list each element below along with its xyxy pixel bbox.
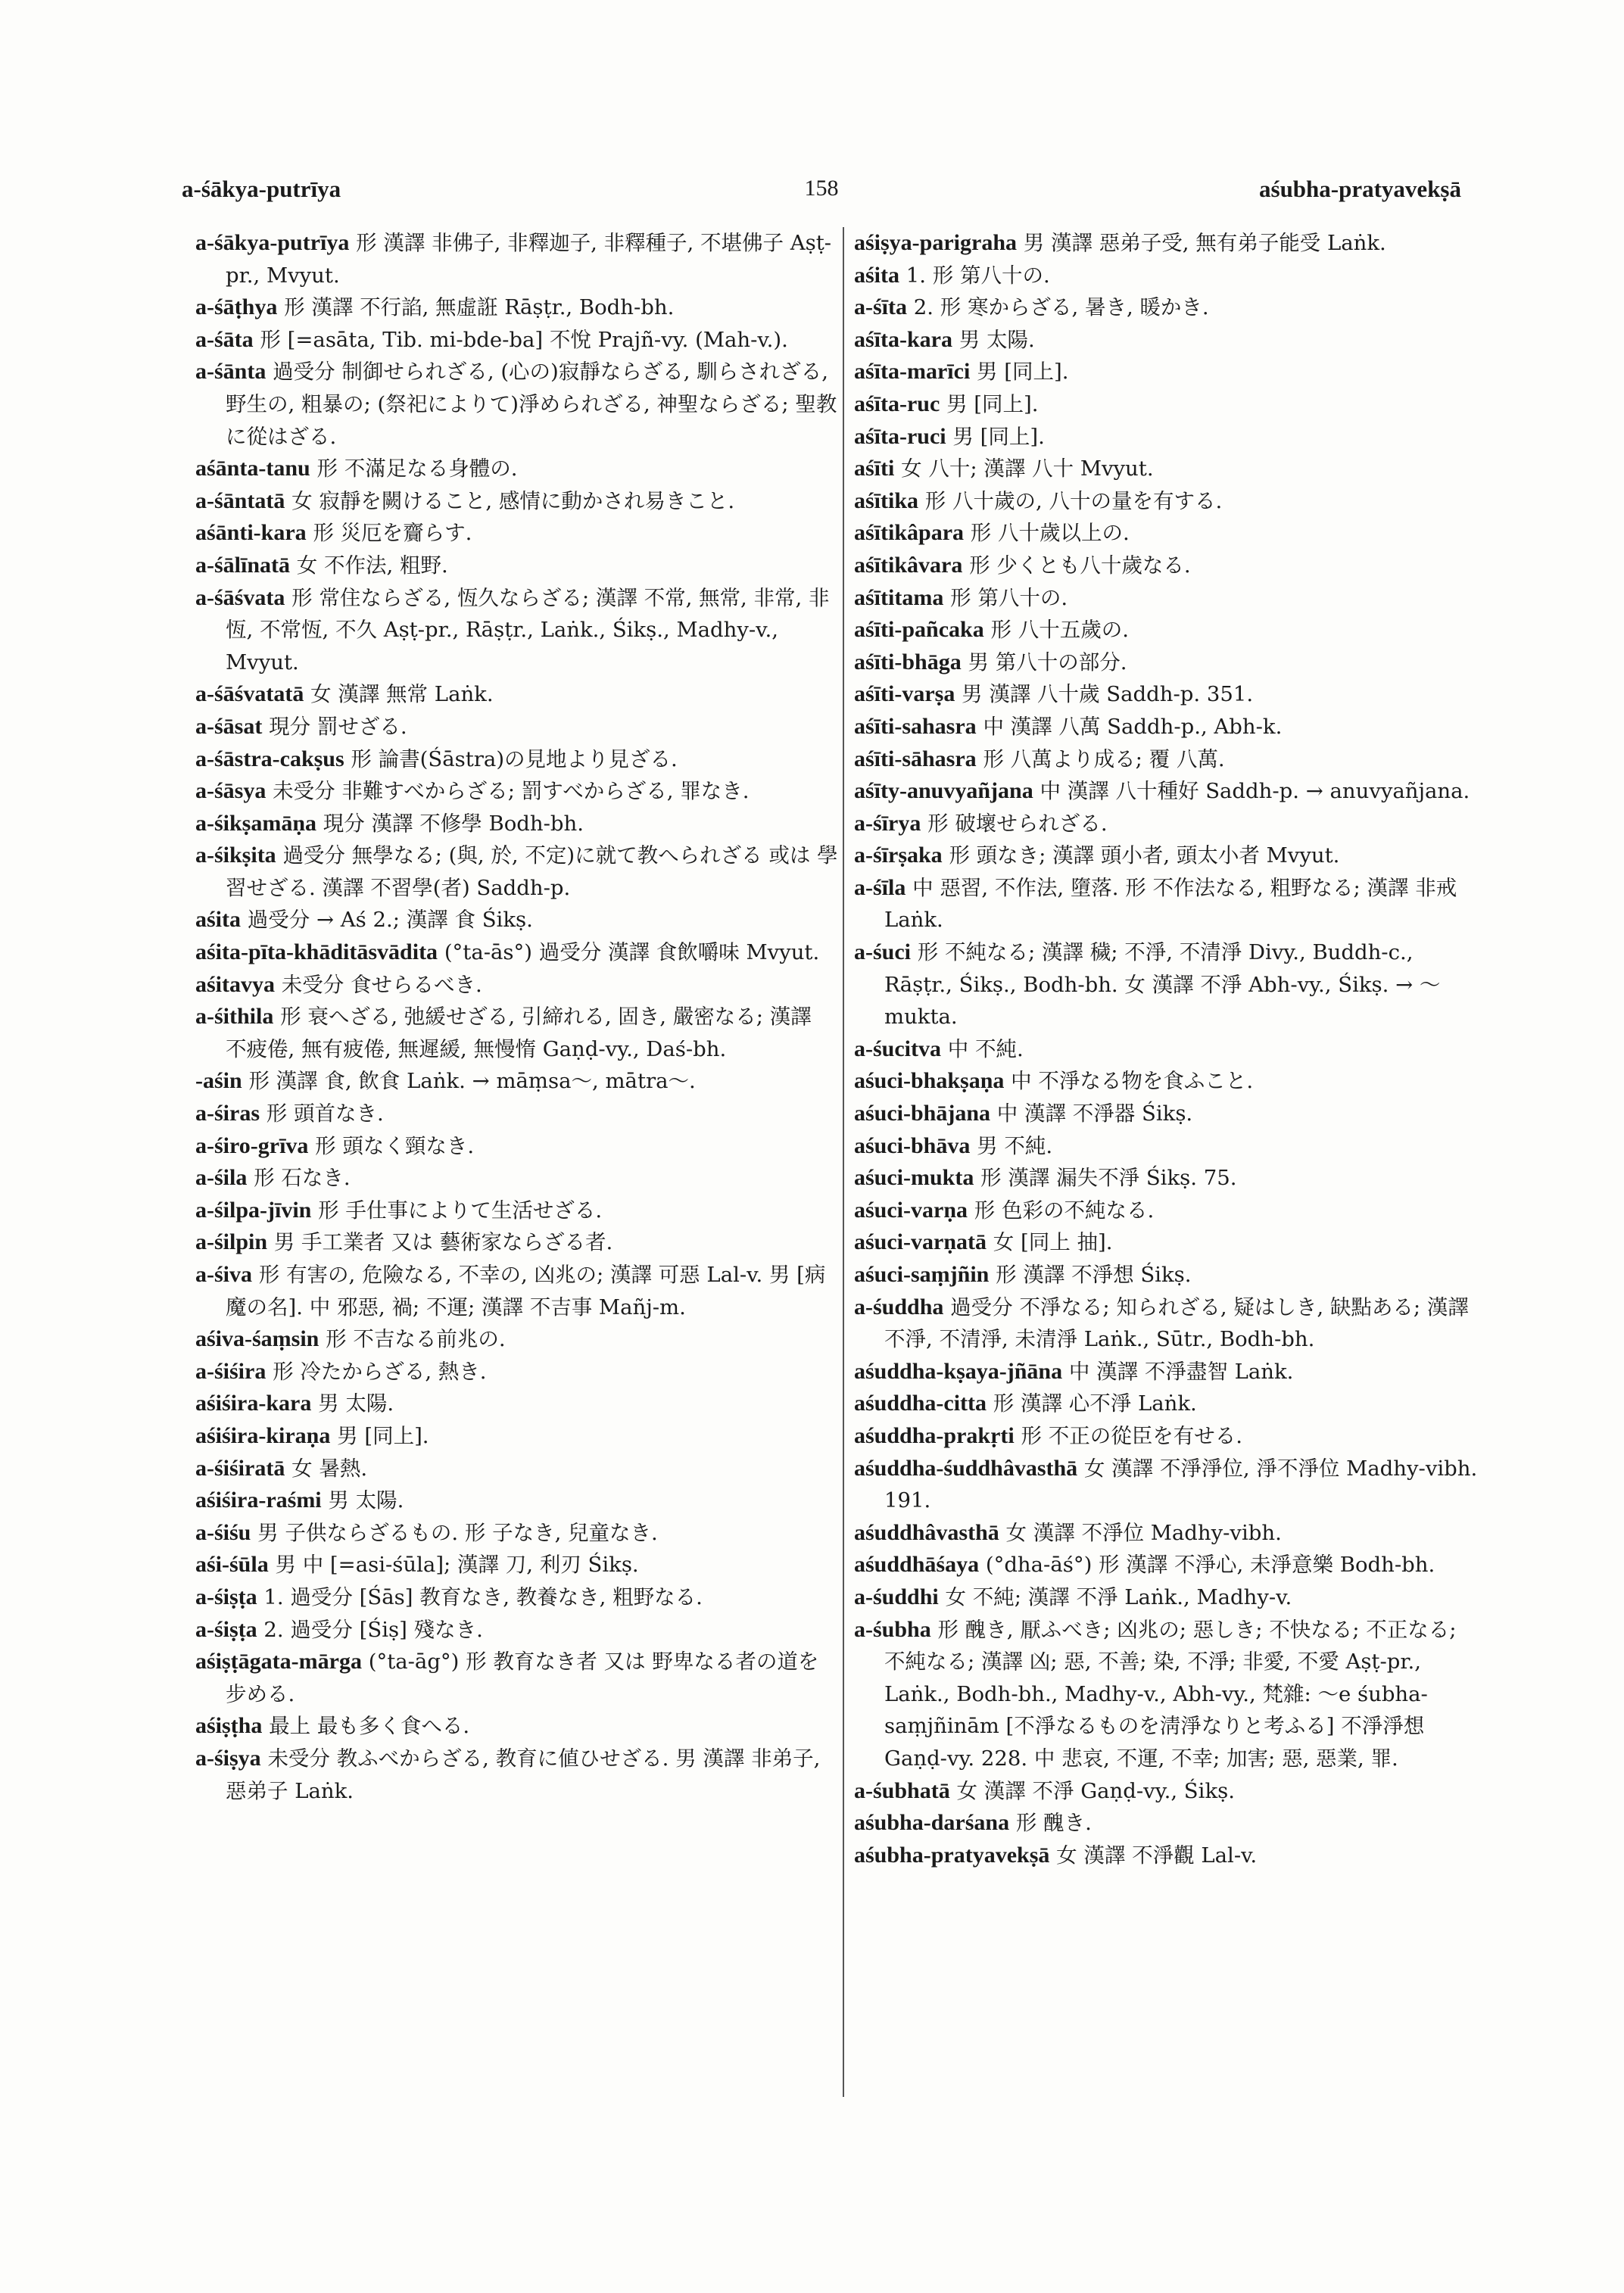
dictionary-entry (195, 1195, 839, 1227)
dictionary-entry (195, 1001, 839, 1065)
headword: aśuci-bhakṣaṇa (854, 1068, 1005, 1094)
running-head-left: a-śākya-putrīya (182, 176, 341, 202)
headword: aśānti-kara (195, 520, 307, 546)
headword: a-śiras (195, 1101, 260, 1126)
headword: a-śānta (195, 359, 267, 385)
headword: aśītitama (854, 584, 944, 610)
left-column (195, 227, 839, 1807)
headword: a-śilpa-jīvin (195, 1197, 312, 1223)
headword: aśīti-sahasra (854, 713, 977, 739)
definition: 形 不純なる; 漢譯 穢; 不淨, 不清淨 Divy., Buddh-c., Rāṣṭr., Śikṣ., Bodh-bh. 女 漢譯 不淨 Abh-vy., Śikṣ. → 〜mukta. (884, 940, 1441, 1030)
definition: 形 手仕事によりて生活せざる. (318, 1198, 603, 1223)
definition: 形 論書(Śāstra)の見地より見ざる. (351, 746, 678, 771)
dictionary-entry (195, 1226, 839, 1259)
right-column (854, 227, 1481, 1871)
dictionary-entry (854, 1130, 1481, 1163)
dictionary-entry (854, 1259, 1481, 1291)
headword: a-śiśira (195, 1358, 267, 1384)
definition: 男 [同上]. (952, 424, 1045, 449)
dictionary-entry (195, 1162, 839, 1195)
definition: 女 漢譯 不淨淨位, 淨不淨位 Madhy-vibh. 191. (884, 1456, 1478, 1513)
headword: a-śiśu (195, 1519, 251, 1545)
headword: aśita-pīta-khāditāsvādita (195, 939, 438, 965)
headword: aśīti-bhāga (854, 649, 962, 675)
definition: 形 漢譯 不淨想 Śikṣ. (996, 1263, 1192, 1287)
dictionary-entry (854, 388, 1481, 421)
headword: aśītika (854, 488, 919, 513)
dictionary-entry (195, 1517, 839, 1550)
dictionary-entry (195, 1323, 839, 1356)
headword: a-śāntatā (195, 488, 285, 513)
definition: 現分 漢譯 不修學 Bodh-bh. (323, 811, 584, 836)
headword: aśīta-kara (854, 326, 952, 352)
dictionary-entry (854, 324, 1481, 357)
headword: aśīti-sāhasra (854, 746, 977, 771)
dictionary-entry (854, 743, 1481, 776)
dictionary-entry (195, 582, 839, 679)
dictionary-entry (195, 1743, 839, 1807)
dictionary-entry (195, 969, 839, 1002)
dictionary-entry (854, 227, 1481, 260)
definition: 形 八十歲の, 八十の量を有する. (924, 488, 1223, 513)
headword: aśiśira-kiraṇa (195, 1422, 331, 1448)
definition: 形 頭なく頸なき. (315, 1133, 475, 1158)
definition: 形 色彩の不純なる. (974, 1198, 1155, 1223)
definition: 過受分 制御せられざる, (心の)寂靜ならざる, 馴らされざる, 野生の, 粗暴の; (祭祀によりて)淨められざる, 神聖ならざる; 聖教に從はざる. (226, 360, 837, 449)
definition: 中 惡習, 不作法, 墮落. 形 不作法なる, 粗野なる; 漢譯 非戒 Laṅk. (884, 875, 1457, 933)
dictionary-entry (195, 1259, 839, 1323)
definition: 形 第八十の. (950, 585, 1068, 610)
dictionary-entry (195, 356, 839, 453)
dictionary-entry (195, 227, 839, 291)
definition: 女 八十; 漢譯 八十 Mvyut. (901, 456, 1154, 481)
definition: 形 不吉なる前兆の. (326, 1327, 506, 1352)
dictionary-entry (854, 421, 1481, 453)
page-number: 158 (804, 176, 839, 201)
dictionary-entry (195, 1549, 839, 1581)
dictionary-entry (195, 1646, 839, 1710)
dictionary-entry (854, 808, 1481, 840)
headword: a-śākya-putrīya (195, 230, 350, 255)
definition: 形 八十歲以上の. (970, 521, 1130, 546)
headword: a-śuddhi (854, 1584, 939, 1609)
definition: 男 手工業者 又は 藝術家ならざる者. (273, 1230, 613, 1255)
dictionary-entry (854, 1614, 1481, 1775)
dictionary-entry (854, 517, 1481, 550)
definition: 形 漢譯 心不淨 Laṅk. (993, 1391, 1197, 1416)
dictionary-entry (195, 485, 839, 518)
definition: 形 八十五歲の. (990, 618, 1129, 643)
dictionary-entry (854, 260, 1481, 292)
headword: aśuddha-prakṛti (854, 1422, 1015, 1448)
definition: 中 漢譯 八萬 Saddh-p., Abh-k. (983, 714, 1283, 739)
headword: aśitavya (195, 971, 275, 997)
headword: aśiṣṭāgata-mārga (195, 1649, 362, 1675)
dictionary-entry (854, 1195, 1481, 1227)
headword: a-śīrya (854, 810, 921, 836)
definition: 形 石なき. (254, 1166, 351, 1191)
dictionary-entry (854, 614, 1481, 646)
definition: 現分 罰せざる. (269, 714, 407, 739)
dictionary-entry (854, 1098, 1481, 1130)
dictionary-entry (854, 1840, 1481, 1872)
definition: 中 漢譯 不淨器 Śikṣ. (996, 1101, 1193, 1126)
dictionary-entry (195, 1581, 839, 1614)
dictionary-entry (854, 872, 1481, 936)
headword: aśānta-tanu (195, 456, 310, 481)
headword: aśuddha-citta (854, 1391, 987, 1416)
dictionary-entry (854, 1453, 1481, 1517)
dictionary-entry (195, 1485, 839, 1517)
dictionary-entry (854, 711, 1481, 743)
headword: a-śikṣita (195, 843, 276, 868)
dictionary-entry (854, 1549, 1481, 1581)
headword: a-śuddha (854, 1294, 944, 1319)
definition: 2. 過受分 [Śiṣ] 殘なき. (263, 1617, 483, 1642)
definition: 形 漢譯 漏失不淨 Śikṣ. 75. (980, 1166, 1237, 1191)
headword: a-śikṣamāṇa (195, 810, 317, 836)
headword: aśuci-saṃjñin (854, 1262, 990, 1287)
dictionary-entry (854, 1775, 1481, 1808)
headword: aśiṣya-parigraha (854, 230, 1018, 255)
headword: aśita (854, 262, 899, 288)
headword: a-śiṣya (195, 1745, 261, 1771)
headword: a-śīla (854, 874, 906, 900)
headword: a-śilpin (195, 1229, 268, 1255)
dictionary-entry (854, 1388, 1481, 1420)
headword: a-śiṣṭa (195, 1616, 257, 1642)
definition: 形 醜き. (1015, 1811, 1092, 1836)
headword: a-śīta (854, 294, 907, 320)
definition: 1. 過受分 [Śās] 教育なき, 教養なき, 粗野なる. (263, 1584, 703, 1609)
headword: aśuci-bhāva (854, 1132, 971, 1158)
dictionary-entry (195, 904, 839, 936)
headword: a-śīrṣaka (854, 843, 943, 868)
headword: aśīti (854, 456, 895, 481)
dictionary-entry (854, 646, 1481, 679)
definition: 中 漢譯 不淨盡智 Laṅk. (1068, 1359, 1294, 1384)
definition: 形 醜き, 厭ふべき; 凶兆の; 惡しき; 不快なる; 不正なる; 不純なる; 漢譯 凶; 惡, 不善; 染, 不淨; 非愛, 不愛 Aṣṭ-pr., Laṅk., Bodh-bh., Madhy-v., Abh-vy., 梵雜: 〜e śubha-saṃjñinām [不淨なるものを淸淨なりと考ふる] 不淨淨想 Gaṇḍ-vy. 228. 中 悲哀, 不運, 不幸; 加害; 惡, 惡業, 罪. (884, 1617, 1457, 1771)
definition: 男 漢譯 八十歲 Saddh-p. 351. (962, 682, 1254, 707)
column-divider (843, 227, 844, 2097)
headword: a-śiṣṭa (195, 1584, 257, 1609)
definition: 形 漢譯 食, 飲食 Laṅk. → māṃsa〜, mātra〜. (248, 1069, 696, 1094)
definition: 男 [同上]. (946, 391, 1039, 416)
headword: aśiṣṭha (195, 1713, 263, 1739)
definition: 女 寂靜を闕けること, 感情に動かされ易きこと. (291, 488, 735, 513)
definition: 形 不正の從臣を有せる. (1021, 1423, 1242, 1448)
dictionary-entry (195, 453, 839, 485)
dictionary-entry (195, 808, 839, 840)
dictionary-entry (854, 1226, 1481, 1259)
definition: 形 [=asāta, Tib. mi-bde-ba] 不悅 Prajñ-vy. (Mah-v.). (260, 327, 788, 352)
headword: aśīty-anuvyañjana (854, 778, 1033, 804)
headword: aśubha-darśana (854, 1810, 1010, 1836)
dictionary-entry (195, 678, 839, 711)
headword: a-śuci (854, 939, 911, 965)
headword: a-śāsya (195, 778, 267, 804)
headword: a-śithila (195, 1004, 274, 1030)
definition: 女 漢譯 不淨位 Madhy-vibh. (1005, 1520, 1282, 1545)
definition: 2. 形 寒からざる, 暑き, 暖かき. (913, 295, 1209, 320)
definition: 男 [同上]. (977, 360, 1069, 385)
definition: 形 漢譯 不行諂, 無虛誑 Rāṣṭr., Bodh-bh. (284, 295, 675, 320)
dictionary-entry (854, 291, 1481, 324)
headword: aśi-śūla (195, 1552, 269, 1578)
dictionary-entry (854, 936, 1481, 1033)
definition: (°dha-āś°) 形 漢譯 不淨心, 未淨意樂 Bodh-bh. (985, 1553, 1435, 1578)
dictionary-entry (195, 1098, 839, 1130)
definition: 形 頭なき; 漢譯 頭小者, 頭太小者 Mvyut. (949, 843, 1340, 868)
definition: 女 暑熱. (291, 1456, 368, 1481)
headword: a-śāśvatatā (195, 681, 304, 707)
definition: 女 漢譯 不淨觀 Lal-v. (1056, 1843, 1258, 1868)
headword: aśītikâpara (854, 520, 965, 546)
definition: 中 不純. (947, 1036, 1024, 1061)
dictionary-entry (854, 582, 1481, 615)
dictionary-entry (195, 1130, 839, 1163)
headword: aśīti-pañcaka (854, 617, 984, 643)
definition: (°ta-ās°) 過受分 漢譯 食飲嚼味 Mvyut. (444, 940, 820, 965)
definition: 形 八萬より成る; 覆 八萬. (983, 746, 1225, 771)
definition: 形 破壞せられざる. (927, 811, 1108, 836)
dictionary-entry (854, 775, 1481, 808)
dictionary-entry (195, 324, 839, 357)
definition: 未受分 教ふべからざる, 教育に値ひせざる. 男 漢譯 非弟子, 惡弟子 Laṅk. (226, 1746, 821, 1803)
headword: a-śiro-grīva (195, 1132, 309, 1158)
headword: aśīti-varṣa (854, 681, 955, 707)
headword: aśiva-śaṃsin (195, 1326, 320, 1352)
headword: a-śiśiratā (195, 1455, 285, 1481)
headword: aśītikâvara (854, 552, 963, 578)
headword: a-śāśvata (195, 584, 285, 610)
dictionary-entry (195, 711, 839, 743)
definition: 形 災厄を齎らす. (313, 521, 472, 546)
definition: 男 太陽. (318, 1391, 394, 1416)
dictionary-entry (854, 1581, 1481, 1614)
headword: aśita (195, 907, 241, 933)
definition: 形 常住ならざる, 恆久ならざる; 漢譯 不常, 無常, 非常, 非恆, 不常恆, 不久 Aṣṭ-pr., Rāṣṭr., Laṅk., Śikṣ., Madhy-v., Mvyut. (226, 585, 830, 675)
definition: 形 衰へざる, 弛緩せざる, 引締れる, 固き, 嚴密なる; 漢譯 不疲倦, 無有疲倦, 無遲緩, 無慢惰 Gaṇḍ-vy., Daś-bh. (226, 1005, 812, 1061)
dictionary-entry (854, 1291, 1481, 1356)
headword: aśuci-varṇa (854, 1197, 968, 1223)
definition: 過受分 無學なる; (與, 於, 不定)に就て教へられざる 或は 學習せざる. 漢譯 不習學(者) Saddh-p. (226, 843, 838, 900)
dictionary-entry (854, 485, 1481, 518)
dictionary-entry (195, 1065, 839, 1098)
dictionary-entry (854, 1356, 1481, 1388)
headword: aśuddhāśaya (854, 1552, 980, 1578)
headword: a-śila (195, 1165, 248, 1191)
headword: a-śubhatā (854, 1777, 950, 1803)
dictionary-entry (854, 678, 1481, 711)
definition: 男 中 [=asi-śūla]; 漢譯 刀, 利刃 Śikṣ. (275, 1553, 639, 1578)
dictionary-entry (195, 743, 839, 776)
headword: a-śālīnatā (195, 552, 291, 578)
definition: 男 [同上]. (337, 1423, 429, 1448)
definition: 女 不純; 漢譯 不淨 Laṅk., Madhy-v. (945, 1584, 1292, 1609)
definition: 1. 形 第八十の. (906, 263, 1050, 288)
headword: aśīta-ruci (854, 423, 946, 449)
dictionary-entry (195, 1388, 839, 1420)
definition: 男 太陽. (328, 1488, 404, 1513)
headword: aśiśira-raśmi (195, 1488, 322, 1513)
dictionary-entry (195, 1614, 839, 1647)
definition: 男 不純. (977, 1133, 1053, 1158)
dictionary-entry (195, 1453, 839, 1485)
headword: aśīta-ruc (854, 391, 940, 416)
dictionary-entry (195, 936, 839, 969)
dictionary-entry (854, 356, 1481, 388)
definition: 未受分 非難すべからざる; 罰すべからざる, 罪なき. (273, 779, 750, 804)
definition: (°ta-āg°) 形 教育なき者 又は 野卑なる者の道を步める. (226, 1650, 819, 1706)
dictionary-entry (195, 775, 839, 808)
definition: 男 漢譯 惡弟子受, 無有弟子能受 Laṅk. (1023, 231, 1386, 255)
dictionary-entry (854, 550, 1481, 582)
definition: 過受分 不淨なる; 知られざる, 疑はしき, 缺點ある; 漢譯 不淨, 不清淨, 未清淨 Laṅk., Sūtr., Bodh-bh. (884, 1294, 1469, 1352)
headword: aśuci-varṇatā (854, 1229, 987, 1255)
definition: 形 冷たからざる, 熱き. (273, 1359, 487, 1384)
headword: a-śiva (195, 1262, 252, 1287)
definition: 中 不淨なる物を食ふこと. (1011, 1069, 1254, 1094)
dictionary-entry (854, 840, 1481, 872)
dictionary-entry (854, 453, 1481, 485)
headword: a-śubha (854, 1616, 931, 1642)
headword: a-śāstra-cakṣus (195, 746, 344, 771)
headword: aśubha-pratyavekṣā (854, 1842, 1050, 1868)
definition: 形 有害の, 危險なる, 不幸の, 凶兆の; 漢譯 可惡 Lal-v. 男 [病魔の名]. 中 邪惡, 禍; 不運; 漢譯 不吉事 Mañj-m. (226, 1263, 826, 1319)
definition: 形 少くとも八十歲なる. (969, 553, 1191, 578)
dictionary-entry (854, 1065, 1481, 1098)
definition: 女 漢譯 無常 Laṅk. (310, 682, 494, 707)
definition: 未受分 食せらるべき. (281, 972, 482, 997)
definition: 中 漢譯 八十種好 Saddh-p. → anuvyañjana. (1040, 779, 1470, 804)
dictionary-entry (195, 517, 839, 550)
page-header (182, 168, 1461, 206)
headword: aśiśira-kara (195, 1391, 312, 1416)
headword: -aśin (195, 1068, 242, 1094)
running-head-right: aśubha-pratyavekṣā (1259, 176, 1461, 202)
dictionary-entry (195, 291, 839, 324)
dictionary-entry (195, 1420, 839, 1453)
definition: 男 第八十の部分. (968, 650, 1127, 675)
definition: 最上 最も多く食へる. (269, 1714, 470, 1739)
dictionary-entry (195, 1356, 839, 1388)
definition: 男 太陽. (959, 327, 1035, 352)
headword: aśīta-marīci (854, 359, 971, 385)
dictionary-entry (854, 1033, 1481, 1066)
definition: 男 子供ならざるもの. 形 子なき, 兒童なき. (257, 1520, 658, 1545)
headword: aśuci-mukta (854, 1165, 974, 1191)
definition: 形 漢譯 非佛子, 非釋迦子, 非釋種子, 不堪佛子 Aṣṭ-pr., Mvyut. (226, 231, 832, 288)
dictionary-entry (854, 1420, 1481, 1453)
definition: 形 不滿足なる身體の. (316, 456, 518, 481)
headword: a-śāṭhya (195, 294, 278, 320)
dictionary-entry (854, 1517, 1481, 1550)
definition: 女 [同上 抽]. (993, 1230, 1113, 1255)
dictionary-entry (195, 840, 839, 904)
headword: aśuddhâvasthā (854, 1519, 999, 1545)
dictionary-entry (195, 1710, 839, 1743)
headword: a-śāta (195, 326, 254, 352)
headword: a-śucitva (854, 1036, 941, 1061)
headword: aśuddha-kṣaya-jñāna (854, 1358, 1063, 1384)
definition: 女 漢譯 不淨 Gaṇḍ-vy., Śikṣ. (956, 1778, 1235, 1803)
headword: aśuddha-śuddhâvasthā (854, 1455, 1078, 1481)
headword: aśuci-bhājana (854, 1101, 991, 1126)
dictionary-entry (195, 550, 839, 582)
definition: 形 頭首なき. (266, 1101, 384, 1126)
dictionary-entry (854, 1162, 1481, 1195)
headword: a-śāsat (195, 713, 263, 739)
dictionary-entry (854, 1807, 1481, 1840)
definition: 過受分 → Aś 2.; 漢譯 食 Śikṣ. (247, 908, 533, 933)
definition: 女 不作法, 粗野. (296, 553, 448, 578)
